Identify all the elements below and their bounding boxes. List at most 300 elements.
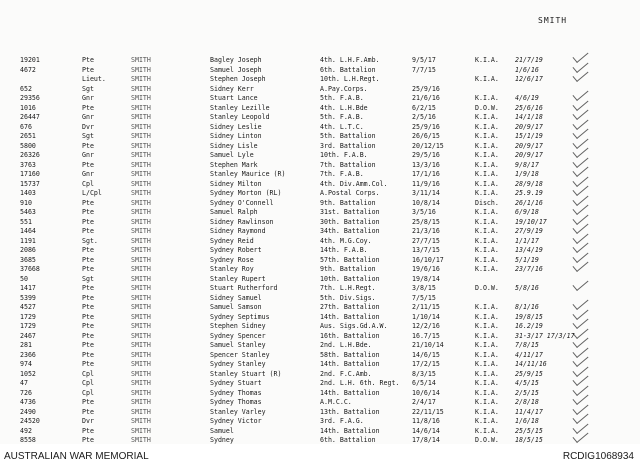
surname: SMITH [131, 417, 151, 425]
given-names: Stanley Lezille [210, 103, 270, 112]
enlistment-date: 21/10/14 [412, 341, 444, 349]
service-number: 2490 [20, 407, 36, 416]
fate: K.I.A. [475, 160, 499, 169]
given-names: Stanley Stuart (R) [210, 369, 282, 378]
given-names: Sidney Milton [210, 179, 262, 188]
surname: SMITH [131, 65, 151, 74]
table-row [0, 218, 640, 228]
service-number: 5463 [20, 208, 36, 216]
rank: Cpl [82, 388, 94, 397]
surname: SMITH [131, 94, 151, 102]
given-names: Stuart Rutherford [210, 284, 278, 292]
surname: SMITH [131, 436, 151, 444]
service-number: 4672 [20, 65, 36, 74]
fate: K.I.A. [475, 208, 499, 216]
rank: Pte [82, 284, 94, 292]
fate: K.I.A. [475, 217, 499, 226]
given-names: Samuel Stanley [210, 341, 266, 349]
given-names: Samuel Ralph [210, 208, 258, 216]
enlistment-date: 13/3/16 [412, 160, 440, 169]
unit: 9th. Battalion [320, 198, 376, 207]
rank: Pte [82, 227, 94, 235]
given-names: Sydney Stuart [210, 379, 262, 387]
surname: SMITH [131, 198, 151, 207]
table-row [0, 322, 640, 332]
given-names: Sydney O'Connell [210, 198, 274, 207]
service-number: 492 [20, 426, 32, 435]
given-names: Samuel Lyle [210, 151, 254, 159]
fate-date: 20/9/17 [515, 141, 543, 150]
unit: 3rd. F.A.G. [320, 417, 364, 425]
service-number: 1191 [20, 236, 36, 245]
enlistment-date: 17/8/14 [412, 436, 440, 444]
enlistment-date: 9/5/17 [412, 56, 436, 64]
unit: 5th. F.A.B. [320, 94, 364, 102]
enlistment-date: 13/7/15 [412, 246, 440, 254]
fate-date: 1/6/18 [515, 417, 539, 425]
enlistment-date: 25/9/16 [412, 122, 440, 131]
enlistment-date: 22/11/15 [412, 407, 444, 416]
service-number: 1016 [20, 103, 36, 112]
enlistment-date: 3/5/16 [412, 208, 436, 216]
given-names: Stuart Lance [210, 94, 258, 102]
service-number: 47 [20, 379, 28, 387]
surname: SMITH [131, 217, 151, 226]
surname: SMITH [131, 341, 151, 349]
fate: K.I.A. [475, 265, 499, 273]
fate-date: 31-3/17 17/3/17 [515, 331, 575, 340]
rank: Gnr [82, 94, 94, 102]
fate-date: 4/6/19 [515, 94, 539, 102]
fate: K.I.A. [475, 56, 499, 64]
given-names: Stanley Varley [210, 407, 266, 416]
given-names: Stephen Joseph [210, 75, 266, 83]
rank: Pte [82, 208, 94, 216]
fate-date: 4/5/15 [515, 379, 539, 387]
fate-date: 28/9/18 [515, 179, 543, 188]
surname: SMITH [131, 379, 151, 387]
enlistment-date: 11/9/16 [412, 179, 440, 188]
given-names: Sydney Septimus [210, 312, 270, 321]
enlistment-date: 7/7/15 [412, 65, 436, 74]
table-row [0, 151, 640, 161]
fate-date: 20/9/17 [515, 122, 543, 131]
fate: K.I.A. [475, 360, 499, 368]
surname: SMITH [131, 293, 151, 302]
rank: Pte [82, 198, 94, 207]
table-row [0, 208, 640, 218]
rank: Pte [82, 398, 94, 406]
service-number: 676 [20, 122, 32, 131]
given-names: Sydney Thomas [210, 388, 262, 397]
surname: SMITH [131, 398, 151, 406]
surname: SMITH [131, 160, 151, 169]
fate: K.I.A. [475, 341, 499, 349]
service-number: 974 [20, 360, 32, 368]
surname: SMITH [131, 113, 151, 121]
rank: Gnr [82, 113, 94, 121]
fate: K.I.A. [475, 388, 499, 397]
enlistment-date: 16.7/15 [412, 331, 440, 340]
service-number: 15737 [20, 179, 40, 188]
unit: 5th. Div.Sigs. [320, 293, 376, 302]
fate: K.I.A. [475, 255, 499, 264]
surname: SMITH [131, 151, 151, 159]
surname: SMITH [131, 303, 151, 311]
service-number: 1464 [20, 227, 36, 235]
enlistment-date: 25/9/16 [412, 84, 440, 93]
fate-date: 1/6/16 [515, 65, 539, 74]
surname: SMITH [131, 84, 151, 93]
rank: L/Cpl [82, 189, 102, 197]
fate: Disch. [475, 198, 499, 207]
service-number: 3763 [20, 160, 36, 169]
given-names: Stanley Roy [210, 265, 254, 273]
unit: 4th. L.H.Bde [320, 103, 368, 112]
fate: K.I.A. [475, 331, 499, 340]
service-number: 29356 [20, 94, 40, 102]
service-number: 3685 [20, 255, 36, 264]
rank: Cpl [82, 179, 94, 188]
service-number: 2651 [20, 132, 36, 140]
service-number: 1052 [20, 369, 36, 378]
table-row [0, 389, 640, 399]
fate: K.I.A. [475, 141, 499, 150]
surname: SMITH [131, 208, 151, 216]
service-number: 1403 [20, 189, 36, 197]
given-names: Stanley Leopold [210, 113, 270, 121]
enlistment-date: 17/1/16 [412, 170, 440, 178]
table-row [0, 303, 640, 313]
enlistment-date: 2/5/16 [412, 113, 436, 121]
rank: Pte [82, 331, 94, 340]
fate-date: 8/1/16 [515, 303, 539, 311]
fate: D.O.W. [475, 284, 499, 292]
rank: Pte [82, 65, 94, 74]
unit: 6th. Battalion [320, 436, 376, 444]
unit: 10th. F.A.B. [320, 151, 368, 159]
service-number: 8558 [20, 436, 36, 444]
given-names: Sidney Linton [210, 132, 262, 140]
given-names: Sydney [210, 436, 234, 444]
fate-date: 25/5/15 [515, 426, 543, 435]
given-names: Sydney Spencer [210, 331, 266, 340]
fate-date: 1/9/18 [515, 170, 539, 178]
enlistment-date: 10/6/14 [412, 388, 440, 397]
surname: SMITH [131, 246, 151, 254]
unit: 14th. Battalion [320, 426, 380, 435]
rank: Pte [82, 436, 94, 444]
table-row [0, 170, 640, 180]
fate-date: 19/8/15 [515, 312, 543, 321]
table-row [0, 341, 640, 351]
enlistment-date: 6/2/15 [412, 103, 436, 112]
fate-date: 25/6/16 [515, 103, 543, 112]
unit: 57th. Battalion [320, 255, 380, 264]
enlistment-date: 11/8/16 [412, 417, 440, 425]
given-names: Samuel Samson [210, 303, 262, 311]
unit: 5th. F.A.B. [320, 113, 364, 121]
table-row [0, 94, 640, 104]
service-number: 37668 [20, 265, 40, 273]
surname: SMITH [131, 360, 151, 368]
fate: K.I.A. [475, 179, 499, 188]
surname: SMITH [131, 322, 151, 330]
given-names: Sidney Samuel [210, 293, 262, 302]
table-row [0, 332, 640, 342]
service-number: 5399 [20, 293, 36, 302]
given-names: Spencer Stanley [210, 350, 270, 359]
service-number: 910 [20, 198, 32, 207]
service-number: 551 [20, 217, 32, 226]
given-names: Sidney Raymond [210, 227, 266, 235]
enlistment-date: 25/8/15 [412, 217, 440, 226]
fate: K.I.A. [475, 94, 499, 102]
service-number: 1729 [20, 312, 36, 321]
fate-date: 27/9/19 [515, 227, 543, 235]
rank: Pte [82, 426, 94, 435]
fate: K.I.A. [475, 350, 499, 359]
service-number: 26447 [20, 113, 40, 121]
rank: Pte [82, 265, 94, 273]
surname: SMITH [131, 350, 151, 359]
unit: 4th. Div.Amm.Col. [320, 179, 388, 188]
table-row [0, 132, 640, 142]
table-row [0, 227, 640, 237]
enlistment-date: 27/7/15 [412, 236, 440, 245]
rank: Gnr [82, 170, 94, 178]
table-row [0, 398, 640, 408]
table-row [0, 313, 640, 323]
fate: K.I.A. [475, 170, 499, 178]
given-names: Sidney Kerr [210, 84, 254, 93]
unit: 2nd. L.H.Bde. [320, 341, 372, 349]
institution-label: AUSTRALIAN WAR MEMORIAL [4, 451, 149, 462]
fate: K.I.A. [475, 236, 499, 245]
unit: 2nd. F.C.Amb. [320, 369, 372, 378]
fate-date: 25.9.19 [515, 189, 543, 197]
service-number: 1729 [20, 322, 36, 330]
rank: Cpl [82, 379, 94, 387]
unit: 7th. F.A.B. [320, 170, 364, 178]
fate-date: 25/9/15 [515, 369, 543, 378]
service-number: 2366 [20, 350, 36, 359]
given-names: Sydney Stanley [210, 360, 266, 368]
unit: 14th. Battalion [320, 360, 380, 368]
unit: A.Pay.Corps. [320, 84, 368, 93]
unit: 9th. Battalion [320, 265, 376, 273]
surname: SMITH [131, 388, 151, 397]
fate-date: 20/9/17 [515, 151, 543, 159]
given-names: Sydney Reid [210, 236, 254, 245]
enlistment-date: 1/10/14 [412, 312, 440, 321]
table-row [0, 66, 640, 76]
table-row [0, 142, 640, 152]
fate: K.I.A. [475, 322, 499, 330]
enlistment-date: 2/4/17 [412, 398, 436, 406]
fate-date: 13/4/19 [515, 246, 543, 254]
unit: 7th. Battalion [320, 160, 376, 169]
given-names: Stephen Mark [210, 160, 258, 169]
nominal-roll-list [0, 56, 640, 446]
surname: SMITH [131, 236, 151, 245]
service-number: 26326 [20, 151, 40, 159]
fate: K.I.A. [475, 227, 499, 235]
unit: A.Postal Corps. [320, 189, 380, 197]
table-row [0, 104, 640, 114]
unit: A.M.C.C. [320, 398, 352, 406]
given-names: Sydney Thomas [210, 398, 262, 406]
rank: Pte [82, 360, 94, 368]
unit: Aus. Sigs.Gd.A.W. [320, 322, 388, 330]
fate: K.I.A. [475, 113, 499, 121]
rank: Sgt [82, 274, 94, 283]
fate: K.I.A. [475, 132, 499, 140]
fate: K.I.A. [475, 407, 499, 416]
rank: Sgt. [82, 236, 98, 245]
enlistment-date: 10/8/14 [412, 198, 440, 207]
unit: 6th. Battalion [320, 65, 376, 74]
unit: 5th. Battalion [320, 132, 376, 140]
service-number: 2467 [20, 331, 36, 340]
unit: 30th. Battalion [320, 217, 380, 226]
enlistment-date: 14/6/15 [412, 350, 440, 359]
given-names: Stephen Sidney [210, 322, 266, 330]
table-row [0, 85, 640, 95]
table-row [0, 294, 640, 304]
unit: 27th. Battalion [320, 303, 380, 311]
given-names: Samuel [210, 426, 234, 435]
fate: K.I.A. [475, 303, 499, 311]
fate-date: 2/8/18 [515, 398, 539, 406]
rank: Pte [82, 217, 94, 226]
enlistment-date: 12/2/16 [412, 322, 440, 330]
enlistment-date: 19/8/14 [412, 274, 440, 283]
unit: 14th. Battalion [320, 312, 380, 321]
given-names: Stanley Rupert [210, 274, 266, 283]
surname: SMITH [131, 132, 151, 140]
service-number: 281 [20, 341, 32, 349]
table-row [0, 351, 640, 361]
enlistment-date: 3/11/14 [412, 189, 440, 197]
rank: Pte [82, 255, 94, 264]
fate: K.I.A. [475, 398, 499, 406]
rank: Pte [82, 350, 94, 359]
rank: Pte [82, 322, 94, 330]
table-row [0, 379, 640, 389]
rank: Lieut. [82, 75, 106, 83]
given-names: Samuel Joseph [210, 65, 262, 74]
fate-date: 19/10/17 [515, 217, 547, 226]
unit: 4th. L.H.F.Amb. [320, 56, 380, 64]
table-row [0, 370, 640, 380]
fate-date: 16.2/19 [515, 322, 543, 330]
unit: 4th. M.G.Coy. [320, 236, 372, 245]
table-row [0, 75, 640, 85]
rank: Dvr [82, 417, 94, 425]
table-row [0, 275, 640, 285]
rank: Pte [82, 293, 94, 302]
table-row [0, 161, 640, 171]
rank: Pte [82, 246, 94, 254]
fate-date: 26/1/16 [515, 198, 543, 207]
table-row [0, 56, 640, 66]
table-row [0, 284, 640, 294]
fate: K.I.A. [475, 75, 499, 83]
fate: K.I.A. [475, 417, 499, 425]
enlistment-date: 21/3/16 [412, 227, 440, 235]
footer-bar [0, 444, 640, 466]
service-number: 50 [20, 274, 28, 283]
table-row [0, 408, 640, 418]
page-heading: SMITH [538, 16, 568, 25]
given-names: Sydney Rose [210, 255, 254, 264]
surname: SMITH [131, 227, 151, 235]
unit: 34th. Battalion [320, 227, 380, 235]
fate-date: 1/1/17 [515, 236, 539, 245]
enlistment-date: 3/8/15 [412, 284, 436, 292]
enlistment-date: 29/5/16 [412, 151, 440, 159]
table-row [0, 427, 640, 437]
surname: SMITH [131, 369, 151, 378]
given-names: Sidney Leslie [210, 122, 262, 131]
table-row [0, 189, 640, 199]
service-number: 652 [20, 84, 32, 93]
given-names: Stanley Maurice (R) [210, 170, 286, 178]
surname: SMITH [131, 179, 151, 188]
service-number: 726 [20, 388, 32, 397]
unit: 31st. Battalion [320, 208, 380, 216]
surname: SMITH [131, 265, 151, 273]
service-number: 1417 [20, 284, 36, 292]
surname: SMITH [131, 407, 151, 416]
enlistment-date: 2/11/15 [412, 303, 440, 311]
given-names: Sidney Rawlinson [210, 217, 274, 226]
rank: Pte [82, 341, 94, 349]
surname: SMITH [131, 56, 151, 64]
enlistment-date: 19/6/16 [412, 265, 440, 273]
given-names: Sydney Robert [210, 246, 262, 254]
rank: Pte [82, 160, 94, 169]
fate-date: 14/1/18 [515, 113, 543, 121]
table-row [0, 237, 640, 247]
table-row [0, 199, 640, 209]
rank: Pte [82, 56, 94, 64]
unit: 10th. L.H.Regt. [320, 75, 380, 83]
rank: Pte [82, 312, 94, 321]
fate: K.I.A. [475, 122, 499, 131]
fate-date: 5/8/16 [515, 284, 539, 292]
fate-date: 18/5/15 [515, 436, 543, 444]
given-names: Sidney Lisle [210, 141, 258, 150]
surname: SMITH [131, 103, 151, 112]
table-row [0, 123, 640, 133]
fate: K.I.A. [475, 312, 499, 321]
enlistment-date: 14/6/14 [412, 426, 440, 435]
unit: 13th. Battalion [320, 407, 380, 416]
surname: SMITH [131, 170, 151, 178]
table-row [0, 113, 640, 123]
enlistment-date: 6/5/14 [412, 379, 436, 387]
rank: Dvr [82, 122, 94, 131]
unit: 58th. Battalion [320, 350, 380, 359]
rank: Pte [82, 103, 94, 112]
fate: K.I.A. [475, 379, 499, 387]
service-number: 17160 [20, 170, 40, 178]
surname: SMITH [131, 122, 151, 131]
unit: 14th. F.A.B. [320, 246, 368, 254]
fate-date: 23/7/16 [515, 265, 543, 273]
